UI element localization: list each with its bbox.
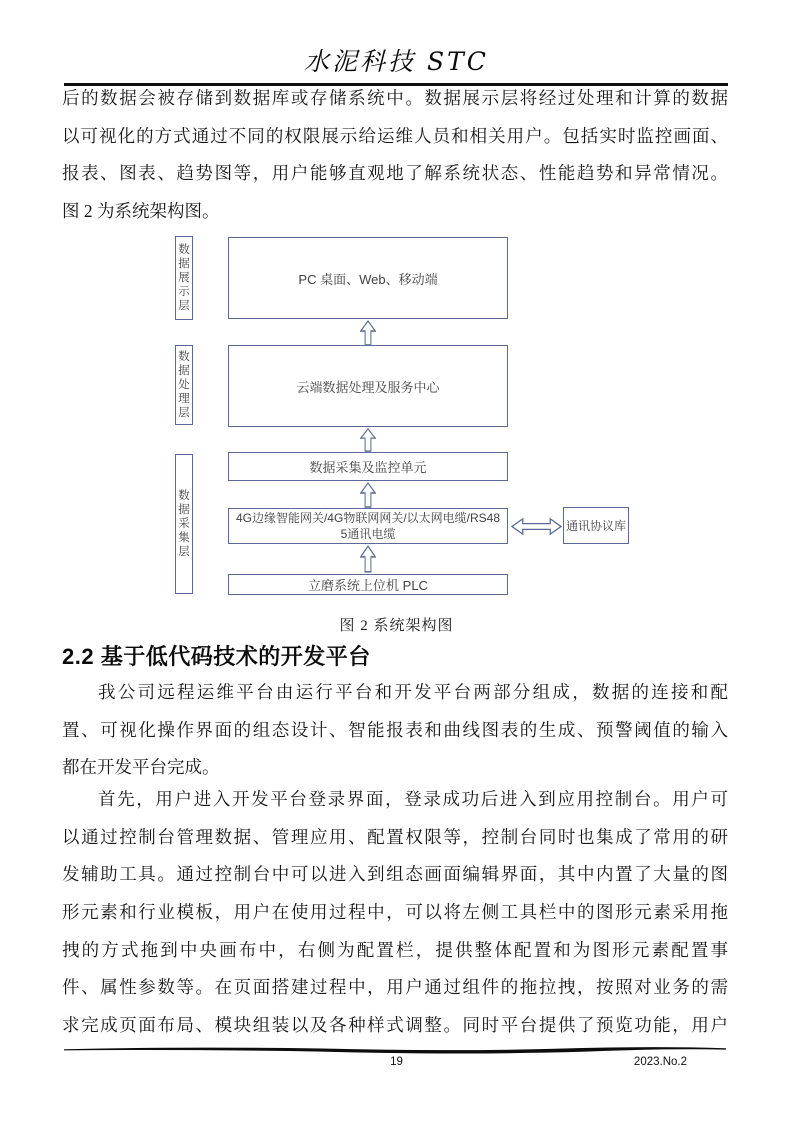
node-pc-web-mobile: PC 桌面、Web、移动端 bbox=[228, 237, 508, 319]
layer-label-data-acquisition: 数据采集层 bbox=[175, 454, 193, 594]
text-line: 件、属性参数等。在页面搭建过程中，用户通过组件的拖拉拽，按照对业务的需 bbox=[62, 977, 728, 998]
text-line: 后的数据会被存储到数据库或存储系统中。数据展示层将经过处理和计算的数据 bbox=[62, 88, 728, 108]
arrow-up-icon bbox=[360, 428, 376, 452]
text-line: 都在开发平台完成。 bbox=[62, 757, 220, 778]
node-cloud-data-center: 云端数据处理及服务中心 bbox=[228, 345, 508, 427]
figure-caption: 图 2 系统架构图 bbox=[339, 618, 454, 634]
arrow-up-icon bbox=[360, 545, 376, 573]
text-line: 我公司远程运维平台由运行平台和开发平台两部分组成，数据的连接和配 bbox=[98, 682, 728, 702]
text-line: 图 2 为系统架构图。 bbox=[62, 201, 220, 222]
footer-issue-label: 2023.No.2 bbox=[633, 1056, 687, 1068]
text-line: 以可视化的方式通过不同的权限展示给运维人员和相关用户。包括实时监控画面、 bbox=[62, 125, 728, 146]
text-line: 置、可视化操作界面的组态设计、智能报表和曲线图表的生成、预警阈值的输入 bbox=[62, 719, 728, 740]
text-line: 发辅助工具。通过控制台中可以进入到组态画面编辑界面，其中内置了大量的图 bbox=[62, 864, 728, 885]
paragraph-3 bbox=[62, 781, 728, 1045]
journal-header-title: 水泥科技 STC bbox=[304, 47, 489, 76]
section-heading: 2.2 基于低代码技术的开发平台 bbox=[62, 644, 371, 669]
text-line: 拽的方式拖到中央画布中，右侧为配置栏，提供整体配置和为图形元素配置事 bbox=[62, 939, 728, 960]
footer-rule bbox=[62, 1045, 728, 1054]
node-scada-unit: 数据采集及监控单元 bbox=[228, 452, 508, 481]
text-line: 求完成页面布局、模块组装以及各种样式调整。同时平台提供了预览功能，用户 bbox=[62, 1015, 728, 1036]
layer-label-data-display: 数据展示层 bbox=[175, 236, 193, 320]
layer-label-data-processing: 数据处理层 bbox=[175, 345, 193, 425]
paragraph-1 bbox=[62, 80, 728, 231]
node-protocol-library: 通讯协议库 bbox=[563, 507, 629, 544]
double-arrow-icon bbox=[511, 517, 562, 536]
node-gateway: 4G边缘智能网关/4G物联网网关/以太网电缆/RS485通讯电缆 bbox=[228, 508, 508, 544]
node-vertical-mill-plc: 立磨系统上位机 PLC bbox=[228, 574, 508, 595]
text-line: 报表、图表、趋势图等，用户能够直观地了解系统状态、性能趋势和异常情况。 bbox=[62, 163, 728, 184]
text-line: 以通过控制台管理数据、管理应用、配置权限等，控制台同时也集成了常用的研 bbox=[62, 826, 728, 847]
text-line: 形元素和行业模板，用户在使用过程中，可以将左侧工具栏中的图形元素采用拖 bbox=[62, 902, 728, 923]
arrow-up-icon bbox=[360, 320, 376, 346]
arrow-up-icon bbox=[360, 482, 376, 508]
footer-page-number: 19 bbox=[390, 1056, 403, 1068]
text-line: 首先，用户进入开发平台登录界面，登录成功后进入到应用控制台。用户可 bbox=[98, 789, 728, 809]
paragraph-2 bbox=[62, 674, 728, 787]
